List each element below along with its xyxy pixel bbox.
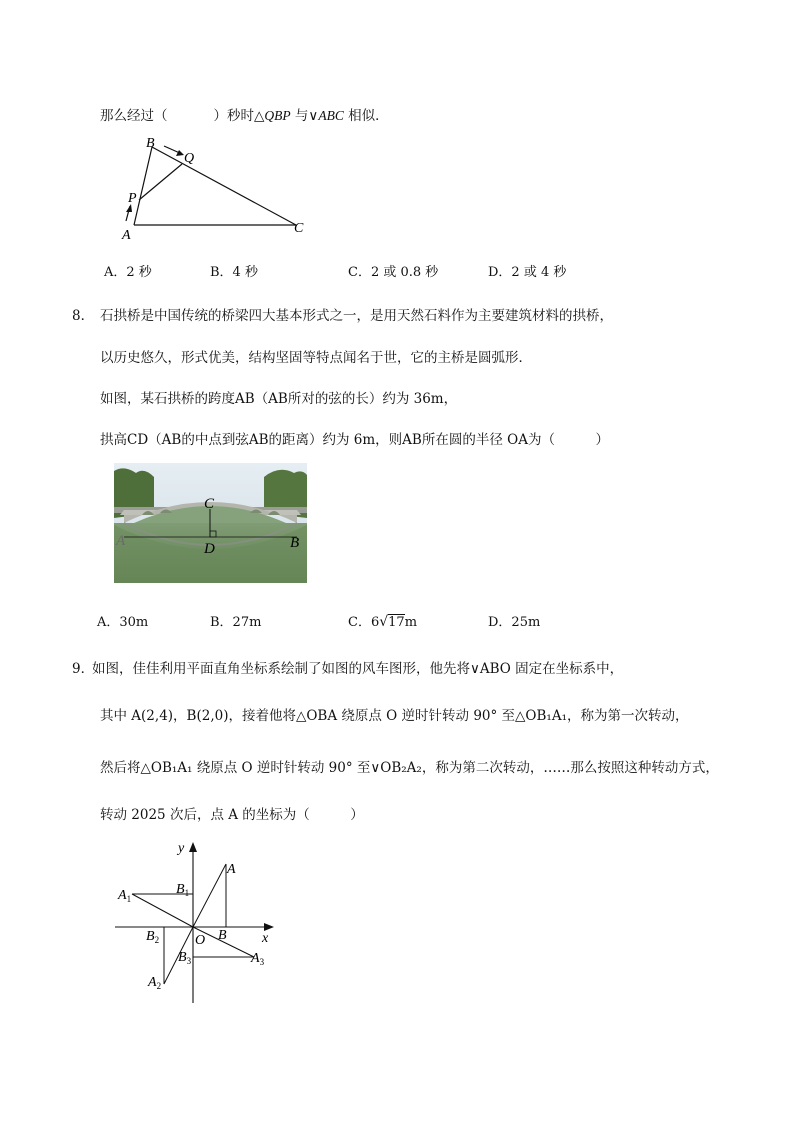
windmill-figure <box>110 838 285 1003</box>
label-C: C <box>294 221 304 236</box>
q8-line-4: 拱高CD（AB的中点到弦AB的距离）约为 6m，则AB所在圆的半径 OA为（ ） <box>100 432 609 448</box>
point-A2: $A_2$ <box>148 975 162 991</box>
point-B3: $B_3$ <box>178 950 192 966</box>
q8-number: 8． <box>72 308 95 324</box>
photo-label-D: D <box>204 541 215 557</box>
q7-option-b[interactable]: B．4 秒 <box>210 265 258 280</box>
point-A1: $A_1$ <box>118 888 132 904</box>
q8-line-3: 如图，某石拱桥的跨度AB（AB所对的弦的长）约为 36m， <box>100 391 458 407</box>
label-B: B <box>146 136 155 151</box>
q8-option-d[interactable]: D．25m <box>488 615 541 630</box>
q9-line-4: 转动 2025 次后，点 A 的坐标为（ ） <box>100 807 364 823</box>
q8-line-1: 石拱桥是中国传统的桥梁四大基本形式之一，是用天然石料作为主要建筑材料的拱桥， <box>100 308 613 324</box>
origin-label: O <box>195 933 206 948</box>
photo-label-C: C <box>204 496 215 512</box>
sqrt-sign: √ <box>379 614 389 630</box>
point-B: B <box>218 928 227 943</box>
photo-label-A: A <box>116 533 126 549</box>
point-B2: $B_2$ <box>146 929 160 945</box>
q7-triangle-figure <box>110 135 320 245</box>
q9-line-3: 然后将△OB₁A₁ 绕原点 O 逆时针转动 90° 至∨OB₂A₂，称为第二次转动，……那么按照这种转动方式， <box>100 760 719 776</box>
label-A: A <box>122 228 131 243</box>
q8-option-b[interactable]: B．27m <box>210 615 262 630</box>
label-Q: Q <box>184 151 195 166</box>
point-B1: $B_1$ <box>176 882 190 898</box>
point-A3: $A_3$ <box>251 951 265 967</box>
point-A: A <box>227 862 236 877</box>
q8-option-c[interactable]: C．6√17m <box>348 614 418 630</box>
q9-line-2: 其中 A(2,4)，B(2,0)，接着他将△OBA 绕原点 O 逆时针转动 90° 至△OB₁A₁，称为第一次转动， <box>100 708 689 724</box>
q8-option-a[interactable]: A．30m <box>97 615 149 630</box>
q8-line-2: 以历史悠久，形式优美，结构坚固等特点闻名于世，它的主桥是圆弧形． <box>100 350 532 366</box>
axis-label-x: x <box>262 931 269 946</box>
q7-stem-tail: 那么经过（ ）秒时△QBP 与∨ABC 相似． <box>100 108 389 124</box>
q7-option-d[interactable]: D．2 或 4 秒 <box>488 265 567 280</box>
label-P: P <box>128 191 137 206</box>
q7-option-c[interactable]: C．2 或 0.8 秒 <box>348 265 439 280</box>
axis-label-y: y <box>178 841 185 856</box>
bridge-photo <box>114 463 307 583</box>
q7-option-a[interactable]: A．2 秒 <box>104 265 152 280</box>
photo-label-B: B <box>290 535 300 551</box>
q9-line-1: 如图，佳佳利用平面直角坐标系绘制了如图的风车图形，他先将∨ABO 固定在坐标系中， <box>92 661 624 677</box>
q9-number: 9． <box>72 661 95 677</box>
